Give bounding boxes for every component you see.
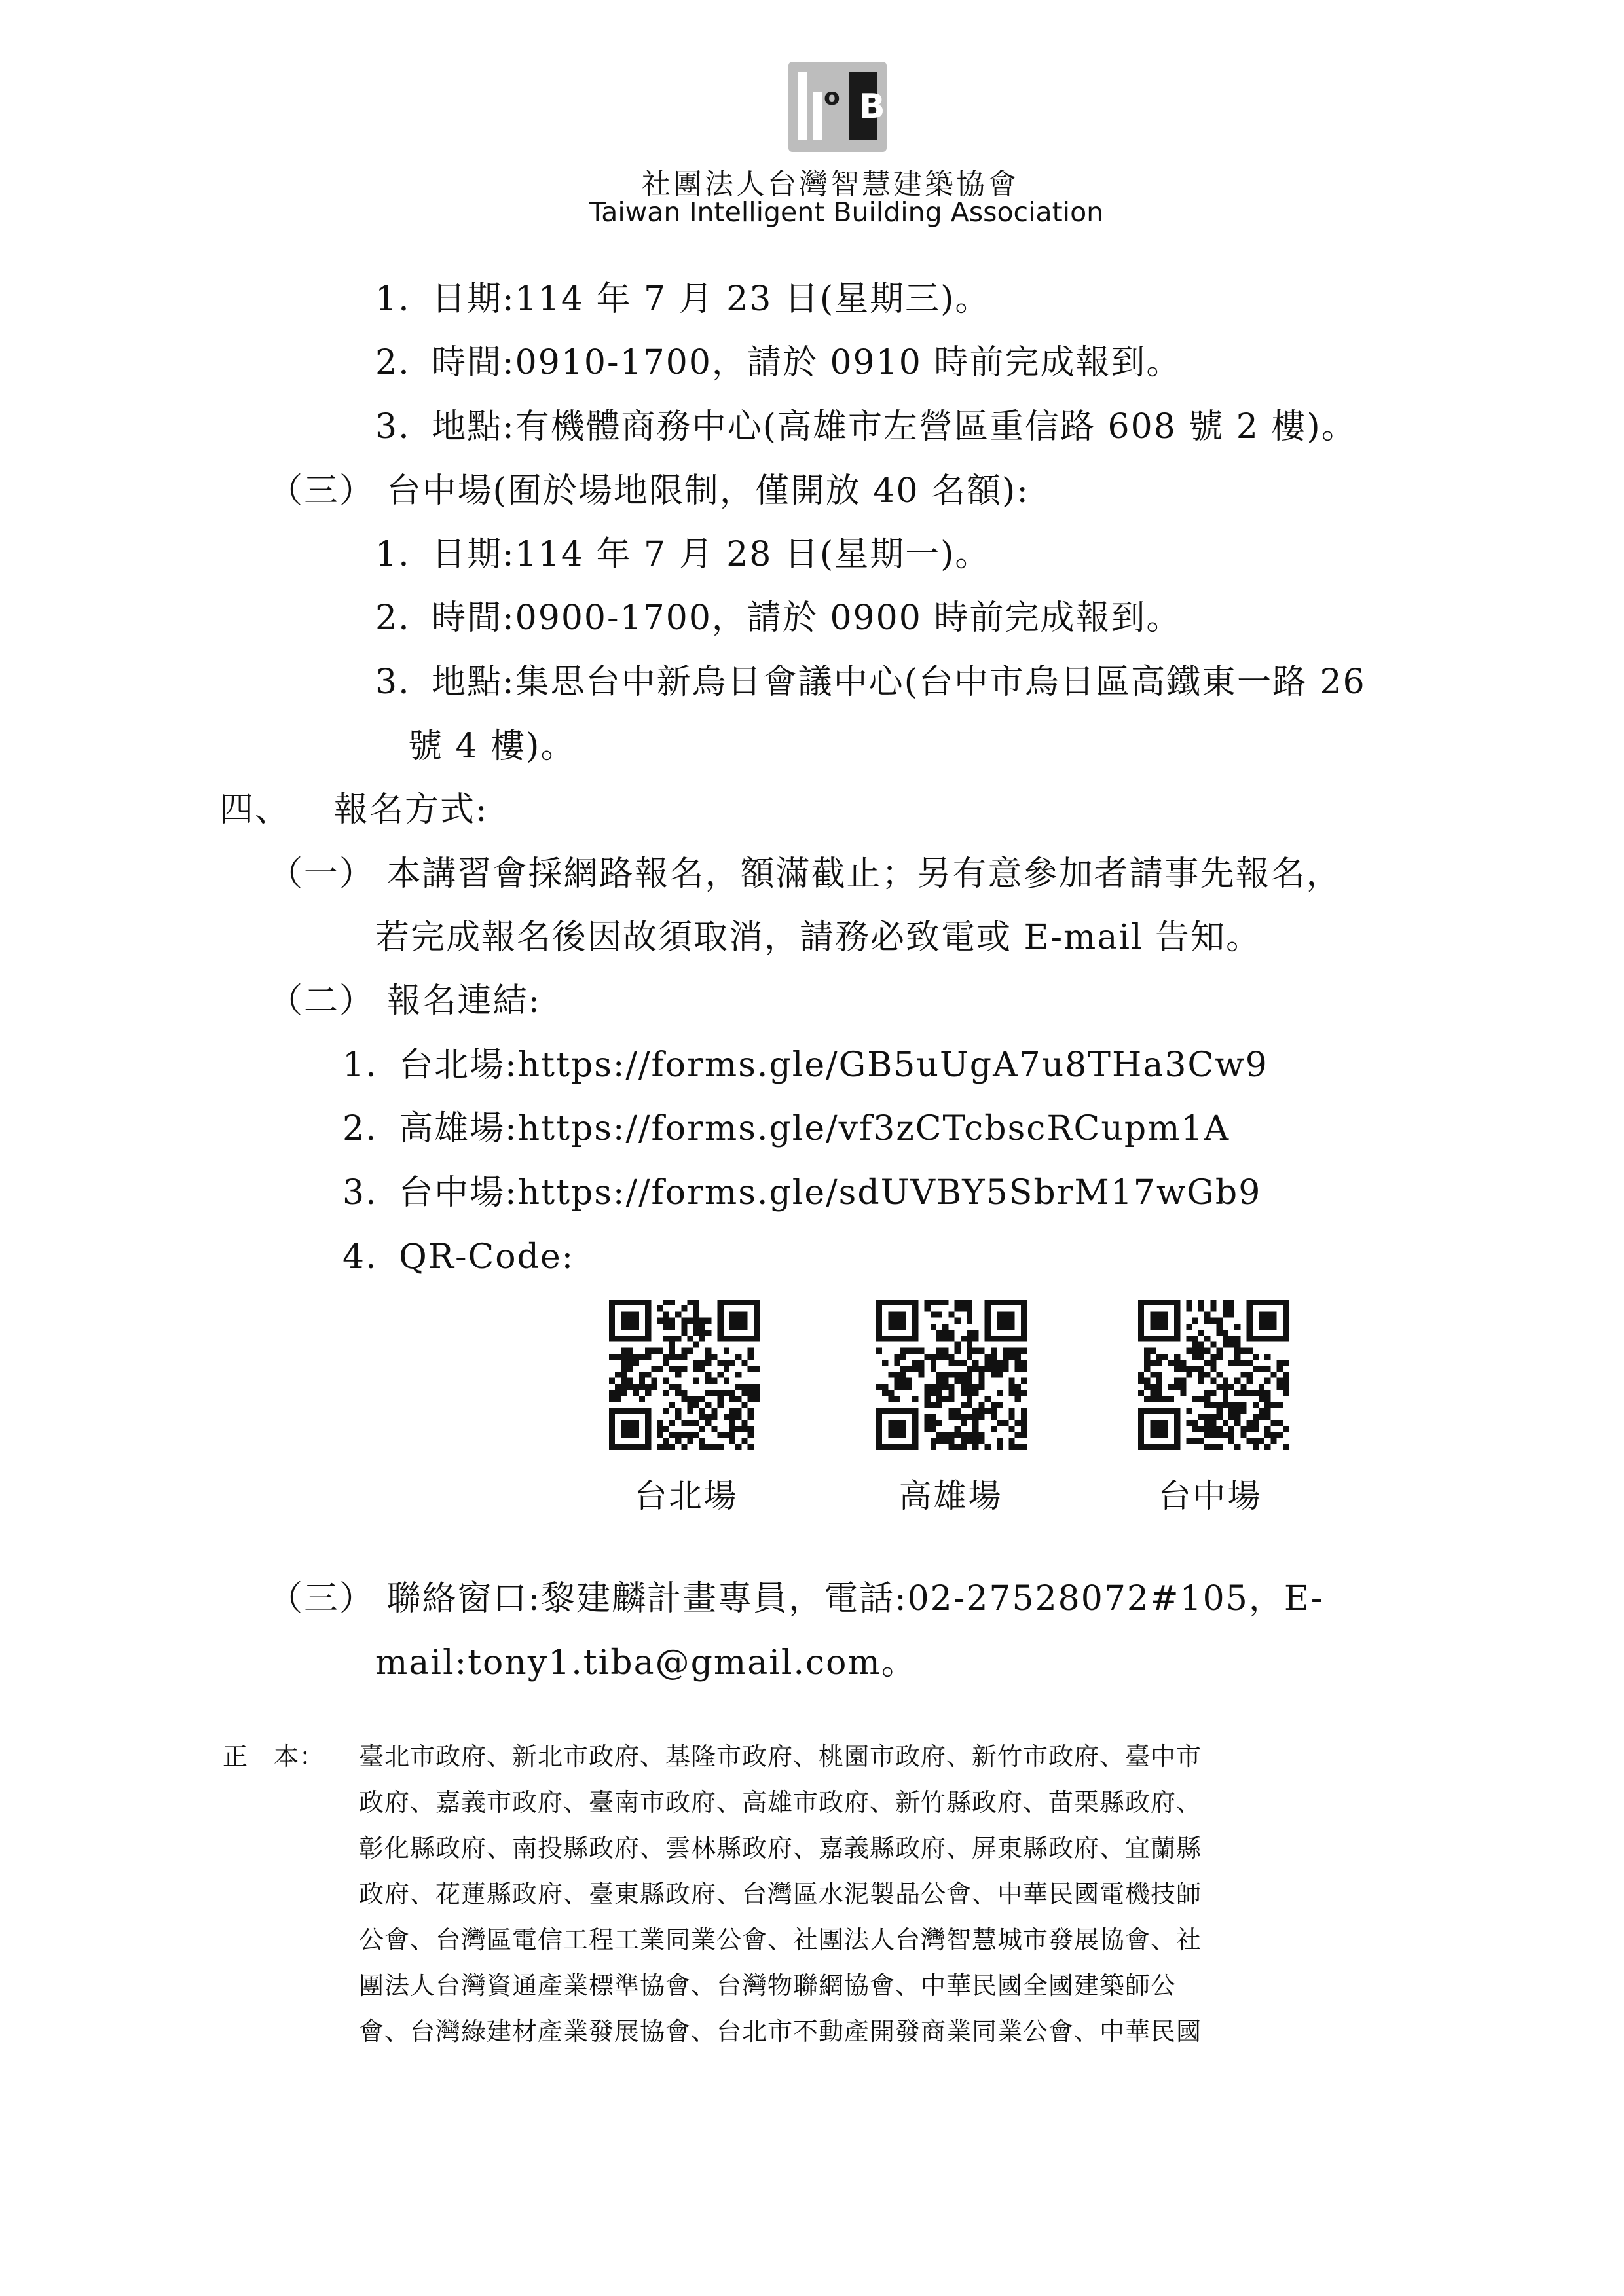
section-4-title: 報名方式:	[334, 790, 489, 829]
item-text: 地點:集思台中新烏日會議中心(台中市烏日區高鐵東一路 26	[432, 663, 1366, 702]
sub2-heading	[268, 980, 541, 1022]
tobia-logo	[786, 58, 891, 156]
distribution-line: 彰化縣政府、南投縣政府、雲林縣政府、嘉義縣政府、屏東縣政府、宜蘭縣	[359, 1834, 1202, 1863]
link-text[interactable]: 台中場:https://forms.gle/sdUVBY5SbrM17wGb9	[399, 1173, 1262, 1212]
item-number: 2.	[342, 1109, 378, 1148]
list-item	[375, 278, 990, 320]
item-number: 3.	[342, 1173, 378, 1212]
sub-title: 報名連結:	[386, 981, 542, 1021]
section-label: （三）	[268, 471, 375, 511]
list-item	[375, 406, 1357, 448]
distribution-line: 公會、台灣區電信工程工業同業公會、社團法人台灣智慧城市發展協會、社	[359, 1925, 1202, 1954]
sub-label: （一）	[268, 854, 375, 894]
svg-text:o: o	[824, 84, 840, 111]
qr-label-taichung: 台中場	[1158, 1477, 1263, 1515]
list-item	[375, 342, 1181, 384]
qr-code-taichung[interactable]	[1138, 1300, 1289, 1450]
link-text[interactable]: 高雄場:https://forms.gle/vf3zCTcbscRCupm1A	[399, 1109, 1230, 1148]
qr-label-kaohsiung: 高雄場	[898, 1477, 1003, 1515]
contact-email[interactable]: mail:tony1.tiba@gmail.com。	[375, 1643, 917, 1683]
sub-label: （二）	[268, 981, 375, 1021]
taichung-heading	[268, 470, 1029, 512]
qr-code-taipei[interactable]	[609, 1300, 760, 1450]
contact-line1	[268, 1578, 1323, 1620]
link-item[interactable]	[342, 1172, 1261, 1214]
item-text: 日期:114 年 7 月 28 日(星期一)。	[432, 535, 991, 574]
link-item[interactable]	[342, 1108, 1230, 1150]
distribution-line: 會、台灣綠建材產業發展協會、台北市不動產開發商業同業公會、中華民國	[359, 2017, 1202, 2046]
qr-code-kaohsiung[interactable]	[876, 1300, 1027, 1450]
sub1-line2: 若完成報名後因故須取消，請務必致電或 E-mail 告知。	[375, 918, 1262, 957]
distribution-line: 團法人台灣資通產業標準協會、台灣物聯網協會、中華民國全國建築師公	[359, 1971, 1177, 2000]
item-text: 時間:0910-1700，請於 0910 時前完成報到。	[432, 343, 1182, 382]
item-number: 1.	[375, 280, 411, 319]
item-number: 4.	[342, 1237, 378, 1277]
item-text: 地點:有機體商務中心(高雄市左營區重信路 608 號 2 樓)。	[432, 407, 1357, 446]
item-number: 3.	[375, 663, 411, 702]
list-item	[375, 597, 1181, 639]
distribution-line: 臺北市政府、新北市政府、基隆市政府、桃園市政府、新竹市政府、臺中市	[359, 1742, 1202, 1771]
item-text: 日期:114 年 7 月 23 日(星期三)。	[432, 280, 991, 319]
distribution-line: 政府、花蓮縣政府、臺東縣政府、台灣區水泥製品公會、中華民國電機技師	[359, 1880, 1202, 1908]
item-number: 2.	[375, 343, 411, 382]
distribution-line: 政府、嘉義市政府、臺南市政府、高雄市政府、新竹縣政府、苗栗縣政府、	[359, 1788, 1202, 1817]
org-name-zh: 社團法人台灣智慧建築協會	[642, 168, 1019, 201]
qr-label-taipei: 台北場	[634, 1477, 739, 1515]
item-number: 3.	[375, 407, 411, 446]
section-4-label: 四、	[219, 790, 291, 829]
list-item	[375, 534, 990, 575]
section-title: 台中場(囿於場地限制，僅開放 40 名額):	[386, 471, 1029, 511]
item-number: 1.	[342, 1046, 378, 1085]
link-text[interactable]: 台北場:https://forms.gle/GB5uUgA7u8THa3Cw9	[399, 1046, 1268, 1085]
list-item	[375, 661, 1366, 703]
contact-text: 聯絡窗口:黎建麟計畫專員，電話:02-27528072#105，E-	[386, 1579, 1324, 1618]
sub-text: 本講習會採網路報名，額滿截止；另有意參加者請事先報名，	[386, 854, 1342, 894]
link-item[interactable]	[342, 1044, 1268, 1086]
org-name-en: Taiwan Intelligent Building Association	[589, 196, 1104, 228]
item-continuation: 號 4 樓)。	[408, 727, 576, 766]
sub1-line1	[268, 853, 1342, 895]
item-text: QR-Code:	[399, 1237, 575, 1277]
item-number: 2.	[375, 598, 411, 638]
item-number: 1.	[375, 535, 411, 574]
svg-text:B: B	[859, 87, 885, 126]
item-text: 時間:0900-1700，請於 0900 時前完成報到。	[432, 598, 1182, 638]
list-item	[342, 1236, 574, 1278]
sub-label: （三）	[268, 1579, 375, 1618]
distribution-label: 正 本：	[223, 1742, 325, 1771]
